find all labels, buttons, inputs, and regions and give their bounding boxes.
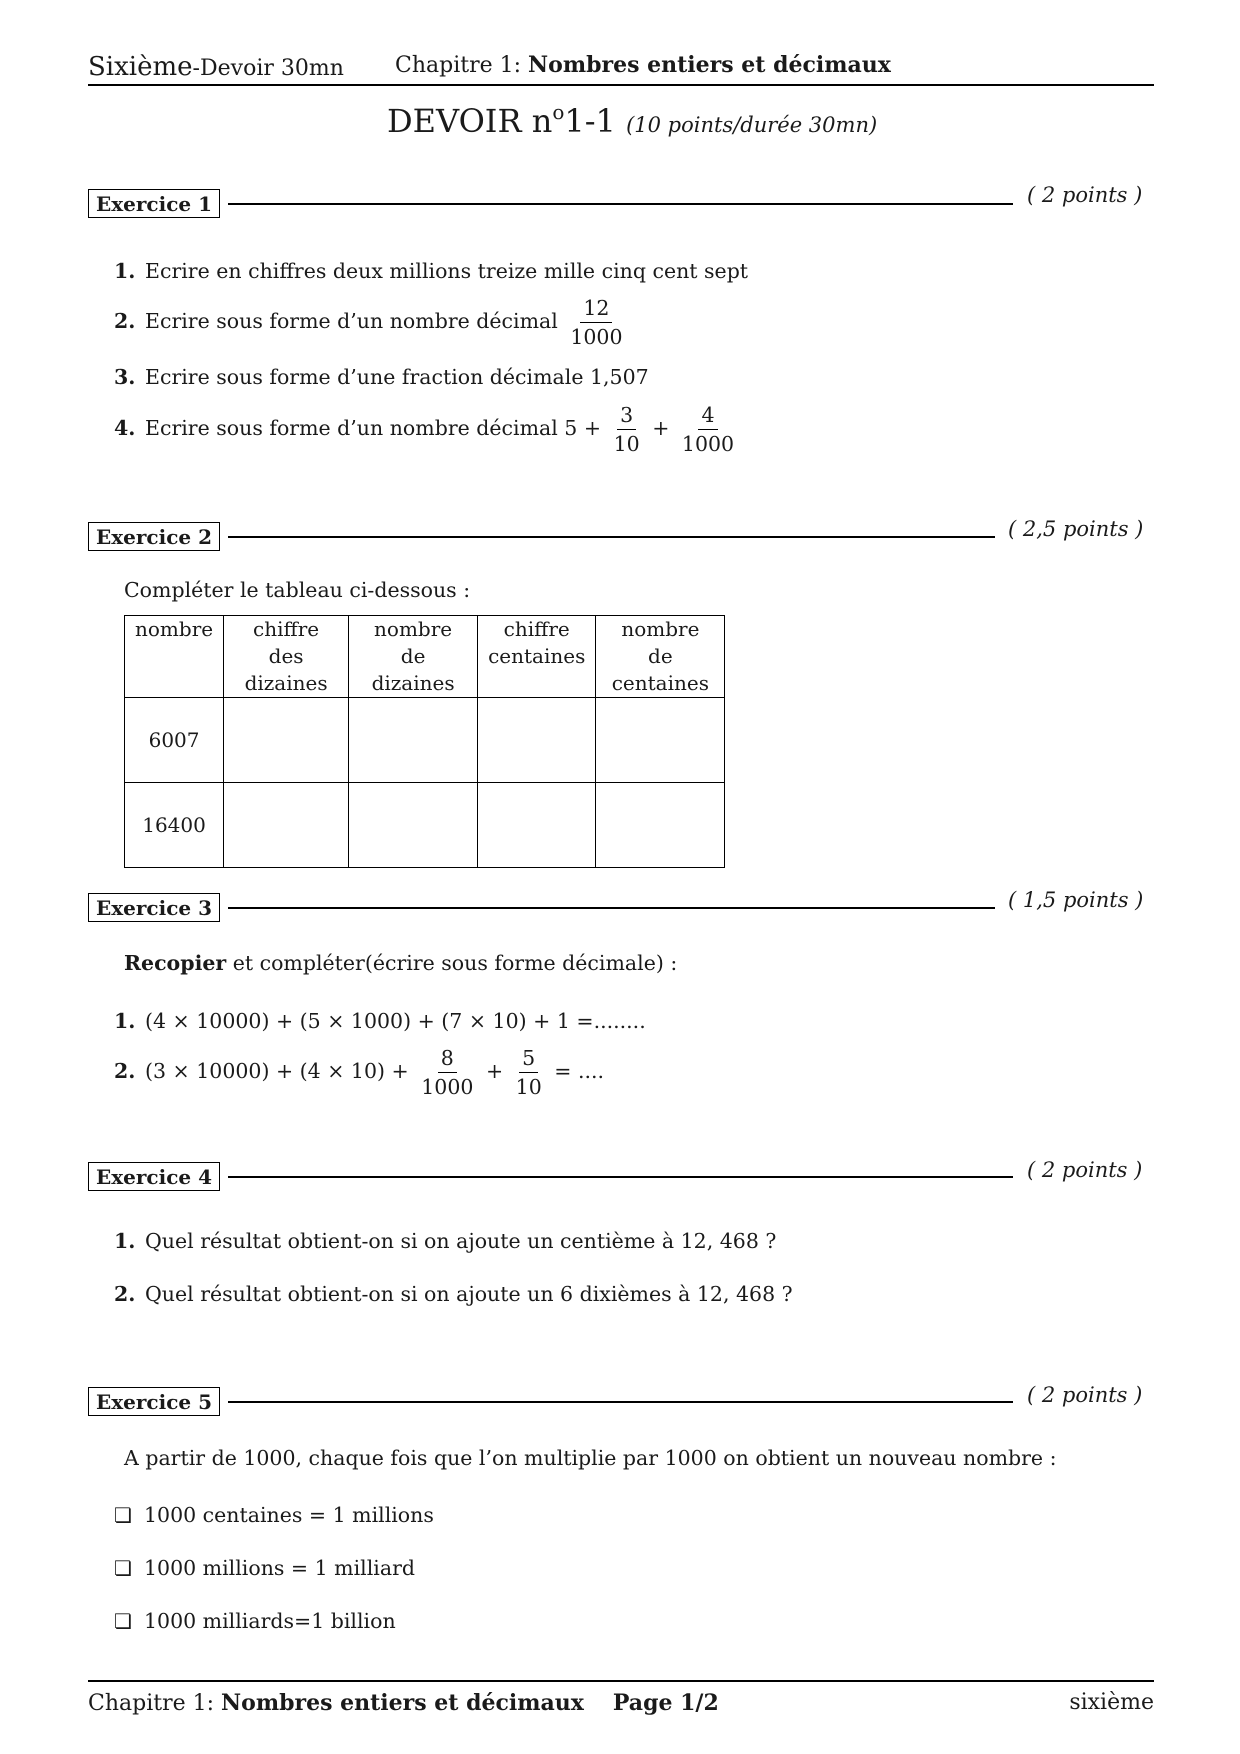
header-level: Sixième — [88, 52, 193, 82]
header-line: centaines — [488, 644, 586, 668]
table-cell-empty[interactable] — [478, 783, 596, 868]
header-line: nombre de — [374, 617, 453, 668]
fraction — [679, 402, 737, 457]
header-left — [88, 52, 344, 82]
fraction — [611, 402, 643, 457]
header-chapter-title: Nombres entiers et décimaux — [528, 52, 891, 78]
table-row — [125, 783, 725, 868]
ex4-item-2 — [114, 1281, 793, 1307]
title-number: 1-1 — [564, 102, 616, 140]
item-text: Quel résultat obtient-on si on ajoute un centième à 12, 468 ? — [145, 1229, 777, 1253]
ex1-item-4 — [114, 402, 740, 457]
table-cell-number: 6007 — [125, 698, 224, 783]
numerator: 4 — [698, 402, 717, 430]
exercise-1-points: ( 2 points ) — [1027, 183, 1143, 207]
exercise-3-label: Exercice 3 — [88, 893, 220, 922]
exercise-4-line — [228, 1176, 1013, 1178]
item-text: Ecrire sous forme d’une fraction décimale 1,507 — [145, 365, 649, 389]
checklist-text: 1000 centaines = 1 millions — [144, 1503, 434, 1527]
exercise-1-line — [228, 203, 1013, 205]
table-cell-number: 16400 — [125, 783, 224, 868]
page-title — [387, 100, 877, 140]
table-cell-empty[interactable] — [596, 698, 725, 783]
ex2-intro: Compléter le tableau ci-dessous : — [124, 578, 471, 602]
table-header — [478, 616, 596, 698]
footer-rule — [88, 1680, 1154, 1682]
checklist-item — [114, 1502, 434, 1528]
exercise-5-points: ( 2 points ) — [1027, 1383, 1143, 1407]
header-chapter — [395, 52, 891, 78]
exercise-2-points: ( 2,5 points ) — [1008, 517, 1144, 541]
denominator: 1000 — [421, 1075, 474, 1099]
checkbox-icon: ❏ — [114, 1609, 132, 1633]
item-number: 2. — [114, 1282, 136, 1306]
item-number: 3. — [114, 365, 136, 389]
ex1-item-2 — [114, 295, 629, 350]
header-line: nombre de — [621, 617, 700, 668]
footer-page-number: Page 1/2 — [612, 1690, 719, 1716]
footer-chapter-label: Chapitre 1: — [88, 1691, 215, 1716]
fraction — [567, 295, 625, 350]
checkbox-icon: ❏ — [114, 1556, 132, 1580]
checkbox-icon: ❏ — [114, 1503, 132, 1527]
item-number: 1. — [114, 1009, 136, 1033]
item-number: 2. — [114, 309, 136, 333]
item-text: Quel résultat obtient-on si on ajoute un 6 dixièmes à 12, 468 ? — [145, 1282, 793, 1306]
header-line: chiffre — [503, 617, 570, 641]
exercise-3-line — [228, 907, 995, 909]
checklist-text: 1000 millions = 1 milliard — [144, 1556, 415, 1580]
table-cell-empty[interactable] — [349, 698, 478, 783]
numerator: 12 — [580, 295, 612, 323]
item-text: Ecrire sous forme d’un nombre décimal 5 + — [145, 416, 602, 440]
denominator: 1000 — [681, 432, 735, 456]
exercise-4-label: Exercice 4 — [88, 1162, 220, 1191]
ex3-intro — [124, 950, 677, 976]
denominator: 1000 — [570, 325, 623, 349]
table-cell-empty[interactable] — [224, 698, 349, 783]
table-row — [125, 698, 725, 783]
intro-bold: Recopier — [124, 951, 227, 975]
header-line: dizaines — [371, 671, 455, 695]
header-chapter-label: Chapitre 1: — [395, 53, 522, 78]
fraction — [418, 1045, 476, 1100]
exercise-3-points: ( 1,5 points ) — [1008, 888, 1144, 912]
header-line: dizaines — [244, 671, 328, 695]
denominator: 10 — [613, 432, 640, 456]
numerator: 3 — [617, 402, 636, 430]
ex1-item-1 — [114, 258, 748, 284]
table-header — [224, 616, 349, 698]
ex4-item-1 — [114, 1228, 776, 1254]
footer-right: sixième — [1069, 1690, 1154, 1715]
ex3-item-2 — [114, 1045, 604, 1100]
checklist-item — [114, 1608, 396, 1634]
table-cell-empty[interactable] — [478, 698, 596, 783]
item-number: 1. — [114, 259, 136, 283]
header-line: chiffre des — [253, 617, 320, 668]
exercise-5-line — [228, 1401, 1013, 1403]
exercise-2-label: Exercice 2 — [88, 522, 220, 551]
intro-rest: et compléter(écrire sous forme décimale) : — [226, 951, 678, 975]
equals-tail: = .... — [554, 1059, 605, 1083]
table-cell-empty[interactable] — [224, 783, 349, 868]
numerator: 8 — [438, 1045, 457, 1073]
header-rule — [88, 84, 1154, 86]
checklist-text: 1000 milliards=1 billion — [144, 1609, 396, 1633]
exercise-1-label: Exercice 1 — [88, 189, 220, 218]
ex3-item-1 — [114, 1008, 646, 1034]
item-text: (4 × 10000) + (5 × 1000) + (7 × 10) + 1 =........ — [145, 1009, 646, 1033]
table-cell-empty[interactable] — [349, 783, 478, 868]
checklist-item — [114, 1555, 415, 1581]
item-number: 2. — [114, 1059, 136, 1083]
ex1-item-3 — [114, 364, 649, 390]
header-line: nombre — [135, 617, 214, 641]
table-header — [125, 616, 224, 698]
item-number: 1. — [114, 1229, 136, 1253]
exercise-4-points: ( 2 points ) — [1027, 1158, 1143, 1182]
exercise-2-line — [228, 536, 995, 538]
item-text: (3 × 10000) + (4 × 10) + — [145, 1059, 409, 1083]
title-sup: o — [552, 100, 565, 124]
ex5-intro: A partir de 1000, chaque fois que l’on multiplie par 1000 on obtient un nouveau nombre : — [124, 1446, 1057, 1470]
numbers-table — [124, 615, 725, 868]
item-text: Ecrire sous forme d’un nombre décimal — [145, 309, 558, 333]
header-line: centaines — [611, 671, 709, 695]
table-header-row — [125, 616, 725, 698]
table-cell-empty[interactable] — [596, 783, 725, 868]
exercise-5-label: Exercice 5 — [88, 1387, 220, 1416]
footer-chapter — [88, 1690, 719, 1716]
denominator: 10 — [515, 1075, 542, 1099]
fraction — [513, 1045, 545, 1100]
plus-sign: + — [485, 1059, 504, 1083]
header-duration: -Devoir 30mn — [192, 56, 344, 81]
item-text: Ecrire en chiffres deux millions treize mille cinq cent sept — [145, 259, 749, 283]
numerator: 5 — [519, 1045, 538, 1073]
title-main: DEVOIR n — [387, 102, 553, 140]
footer-chapter-title: Nombres entiers et décimaux — [221, 1690, 584, 1716]
item-number: 4. — [114, 416, 136, 440]
table-header — [596, 616, 725, 698]
title-info: (10 points/durée 30mn) — [626, 113, 878, 137]
table-header — [349, 616, 478, 698]
plus-sign: + — [652, 416, 670, 440]
